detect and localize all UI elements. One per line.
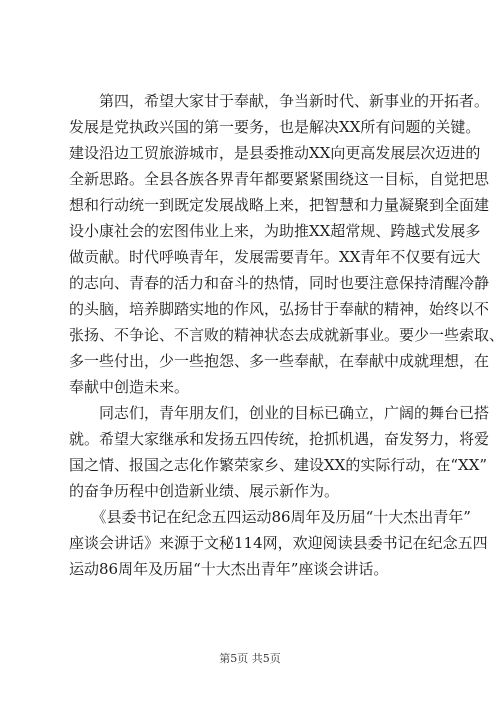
text-line: 张扬、不争论、不言败的精神状态去成就新事业。要少一些索取、 xyxy=(69,326,504,344)
text-line: 多一些付出，少一些抱怨、多一些奉献，在奉献中成就理想，在 xyxy=(69,352,490,370)
paragraph-2 xyxy=(69,400,490,504)
paragraph-3 xyxy=(69,504,488,582)
text-line: 就。希望大家继承和发扬五四传统，抢抓机遇，奋发努力，将爱 xyxy=(69,430,490,448)
text-line: 座谈会讲话》来源于文秘114网，欢迎阅读县委书记在纪念五四 xyxy=(69,534,488,552)
text-line: 设小康社会的宏图伟业上来，为助推XX超常规、跨越式发展多 xyxy=(69,222,481,240)
text-line: 的奋争历程中创造新业绩、展示新作为。 xyxy=(69,482,340,500)
text-line: 《县委书记在纪念五四运动86周年及历届“十大杰出青年” xyxy=(69,508,471,526)
text-line: 同志们，青年朋友们，创业的目标已确立，广阔的舞台已搭 xyxy=(69,404,490,422)
document-body xyxy=(69,88,504,582)
text-line: 国之情、报国之志化作繁荣家乡、建设XX的实际行动，在“XX” xyxy=(69,456,488,474)
text-line: 的志向、青春的活力和奋斗的热情，同时也要注意保持清醒冷静 xyxy=(69,274,490,292)
text-line: 奉献中创造未来。 xyxy=(69,378,190,396)
paragraph-1 xyxy=(69,88,504,400)
text-line: 全新思路。全县各族各界青年都要紧紧围绕这一目标，自觉把思 xyxy=(69,170,490,188)
page-number-footer: 第5页 共5页 xyxy=(219,652,281,665)
text-line: 的头脑，培养脚踏实地的作风，弘扬甘于奉献的精神，始终以不 xyxy=(69,300,490,318)
text-line: 想和行动统一到既定发展战略上来，把智慧和力量凝聚到全面建 xyxy=(69,196,490,214)
text-line: 运动86周年及历届“十大杰出青年”座谈会讲话。 xyxy=(69,560,389,578)
text-line: 发展是党执政兴国的第一要务，也是解决XX所有问题的关键。 xyxy=(69,118,481,136)
text-line: 第四，希望大家甘于奉献，争当新时代、新事业的开拓者。 xyxy=(69,92,490,110)
text-line: 做贡献。时代呼唤青年，发展需要青年。XX青年不仅要有远大 xyxy=(69,248,481,266)
text-line: 建设沿边工贸旅游城市，是县委推动XX向更高发展层次迈进的 xyxy=(69,144,481,162)
